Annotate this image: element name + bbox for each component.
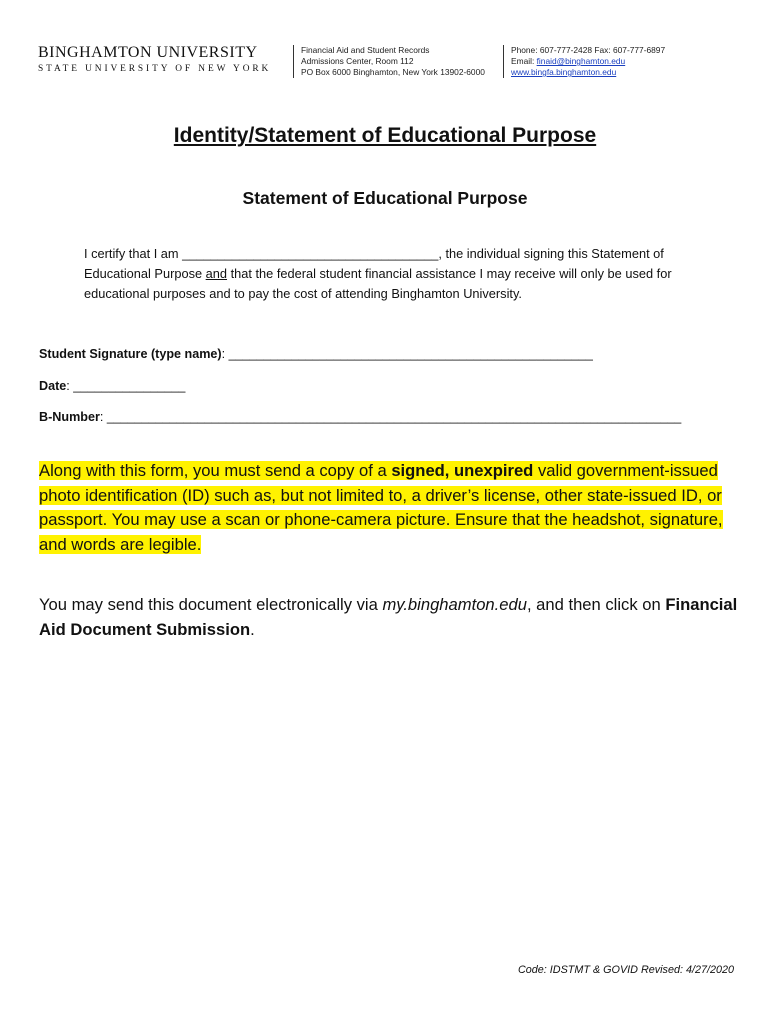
- certify-text-1: I certify that I am ____________________________________, the individual signing this Statement of Educational Purpose: [84, 246, 664, 281]
- logo-subtitle: STATE UNIVERSITY OF NEW YORK: [38, 64, 272, 74]
- date-label: Date: [39, 379, 67, 393]
- submission-instructions: [39, 593, 739, 642]
- submit-text-2: , and then click on: [526, 595, 666, 614]
- signature-line[interactable]: : ____________________________________________________: [221, 347, 593, 361]
- notice-bold: signed, unexpired: [391, 461, 534, 480]
- address-line-3: PO Box 6000 Binghamton, New York 13902-6000: [301, 67, 485, 77]
- date-line[interactable]: : ________________: [66, 379, 186, 393]
- header-divider-left: [293, 45, 294, 78]
- logo-university-name: BINGHAMTON UNIVERSITY: [38, 44, 258, 61]
- website-link[interactable]: www.bingfa.binghamton.edu: [511, 67, 617, 77]
- certification-statement: [84, 244, 734, 304]
- submit-site: my.binghamton.edu: [382, 595, 527, 614]
- submit-text-1: You may send this document electronically via: [39, 595, 383, 614]
- contact-info: [511, 45, 665, 78]
- section-title: Statement of Educational Purpose: [242, 188, 528, 208]
- phone-fax: Phone: 607-777-2428 Fax: 607-777-6897: [511, 45, 666, 55]
- submit-text-3: .: [250, 619, 255, 639]
- certify-underlined: and: [205, 266, 228, 281]
- university-logo: [38, 44, 278, 74]
- email-link[interactable]: finaid@binghamton.edu: [536, 56, 626, 66]
- notice-text-1: Along with this form, you must send a copy of a: [39, 461, 392, 480]
- header-divider-right: [503, 45, 504, 78]
- address-line-2: Admissions Center, Room 112: [301, 56, 414, 66]
- address-line-1: Financial Aid and Student Records: [301, 45, 430, 55]
- bnumber-line[interactable]: : __________________________________________________________________________________: [99, 410, 682, 424]
- id-requirement-notice: [39, 459, 739, 557]
- email-label: Email:: [511, 56, 537, 66]
- submit-bold: Financial Aid Document Submission: [39, 595, 738, 639]
- signature-label: Student Signature (type name): [39, 347, 222, 361]
- signature-field[interactable]: [39, 347, 593, 361]
- bnumber-label: B-Number: [39, 410, 100, 424]
- notice-text-2: valid government-issued photo identification (ID) such as, but not limited to, a driver’s license, other state-issued ID, or passport. You may use a scan or phone-camera picture. Ensure that the headshot, signature, and words are legible.: [39, 461, 723, 554]
- certify-text-2: that the federal student financial assistance I may receive will only be used for educational purposes and to pay the cost of attending Binghamton University.: [84, 266, 672, 301]
- date-field[interactable]: [39, 379, 185, 393]
- document-title: Identity/Statement of Educational Purpose: [173, 124, 597, 147]
- office-address: [301, 45, 485, 78]
- bnumber-field[interactable]: [39, 410, 681, 424]
- email-line: [511, 56, 665, 67]
- form-code: Code: IDSTMT & GOVID Revised: 4/27/2020: [517, 964, 734, 976]
